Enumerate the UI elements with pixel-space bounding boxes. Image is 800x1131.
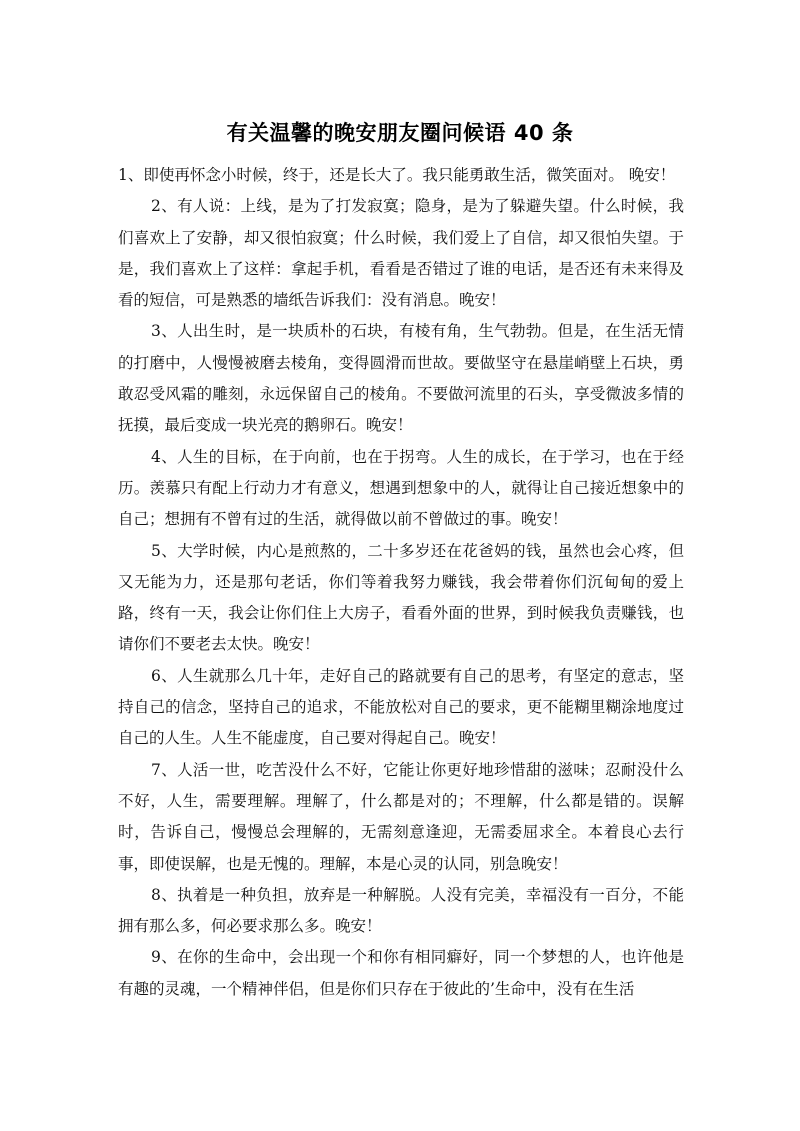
paragraph-3: 3、人出生时，是一块质朴的石块，有棱有角，生气勃勃。但是，在生活无情的打磨中，人慢慢被磨去棱角，变得圆滑而世故。要做坚守在悬崖峭壁上石块，勇敢忍受风霜的雕刻，永远保留自己的棱角。不要做河流里的石头，享受微波多情的抚摸，最后变成一块光亮的鹅卵石。晚安！: [118, 322, 684, 435]
document-title: 有关温馨的晚安朋友圈问候语 40 条: [226, 121, 574, 145]
paragraph-5: 5、大学时候，内心是煎熬的，二十多岁还在花爸妈的钱，虽然也会心疼，但又无能为力，还是那句老话，你们等着我努力赚钱，我会带着你们沉甸甸的爱上路，终有一天，我会让你们住上大房子，看看外面的世界，到时候我负责赚钱，也请你们不要老去太快。晚安！: [118, 541, 684, 654]
paragraph-2: 2、有人说：上线，是为了打发寂寞；隐身，是为了躲避失望。什么时候，我们喜欢上了安静，却又很怕寂寞；什么时候，我们爱上了自信，却又很怕失望。于是，我们喜欢上了这样：拿起手机，看看是否错过了谁的电话，是否还有未来得及看的短信，可是熟悉的墙纸告诉我们：没有消息。晚安！: [118, 197, 684, 310]
document-body: [118, 160, 684, 1005]
paragraph-4: 4、人生的目标，在于向前，也在于拐弯。人生的成长，在于学习，也在于经历。羡慕只有配上行动力才有意义，想遇到想象中的人，就得让自己接近想象中的自己；想拥有不曾有过的生活，就得做以前不曾做过的事。晚安！: [118, 447, 684, 529]
paragraph-1: 1、即使再怀念小时候，终于，还是长大了。我只能勇敢生活，微笑面对。 晚安！: [118, 166, 676, 184]
paragraph-6: 6、人生就那么几十年，走好自己的路就要有自己的思考，有坚定的意志，坚持自己的信念，坚持自己的追求，不能放松对自己的要求，更不能糊里糊涂地度过自己的人生。人生不能虚度，自己要对得起自己。晚安！: [118, 666, 684, 748]
paragraph-7: 7、人活一世，吃苦没什么不好，它能让你更好地珍惜甜的滋味；忍耐没什么不好，人生，需要理解。理解了，什么都是对的；不理解，什么都是错的。误解时，告诉自己，慢慢总会理解的，无需刻意逢迎，无需委屈求全。本着良心去行事，即使误解，也是无愧的。理解，本是心灵的认同，别急晚安！: [118, 760, 684, 873]
paragraph-8: 8、执着是一种负担，放弃是一种解脱。人没有完美，幸福没有一百分，不能拥有那么多，何必要求那么多。晚安！: [118, 885, 684, 936]
paragraph-9: 9、在你的生命中，会出现一个和你有相同癖好，同一个梦想的人，也许他是有趣的灵魂，一个精神伴侣，但是你们只存在于彼此的’生命中，没有在生活: [118, 948, 684, 998]
